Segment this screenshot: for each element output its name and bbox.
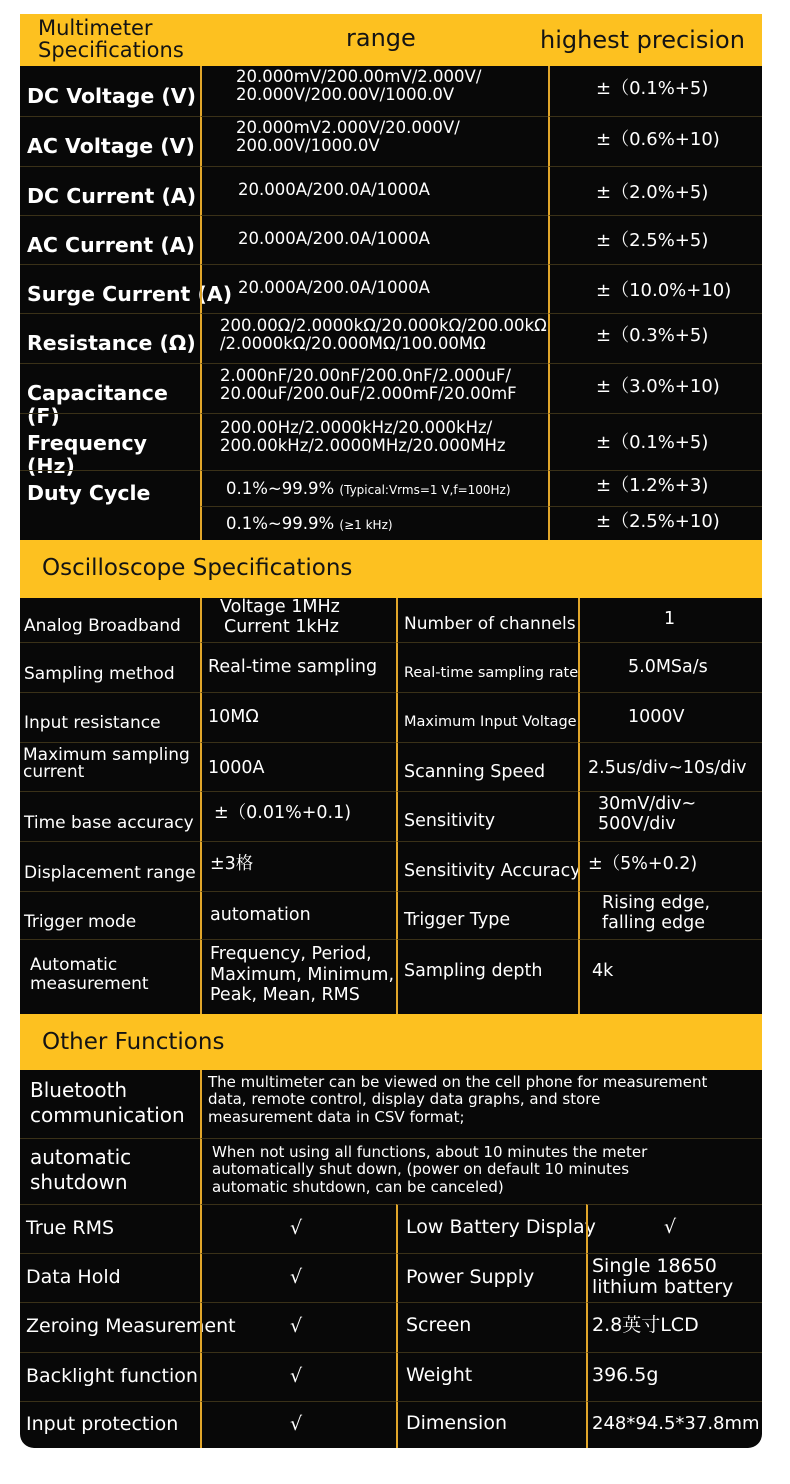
input-resistance-value: 10MΩ: [200, 692, 396, 742]
desc-line: data, remote control, display data graphs, and store: [208, 1090, 601, 1109]
ac-current-range: [200, 215, 548, 264]
input-resistance-label: Input resistance: [20, 692, 200, 742]
duty-range-value: 0.1%~99.9%: [226, 514, 335, 533]
max-sampling-current-value: 1000A: [200, 742, 396, 791]
automatic-measurement-label: [20, 939, 200, 1014]
analog-broadband-label: Analog Broadband: [24, 616, 181, 636]
displacement-range-label: Displacement range: [20, 841, 200, 891]
sampling-method-value: Real-time sampling: [200, 642, 396, 692]
duty-range-note: (Typical:Vrms=1 V,f=100Hz): [339, 483, 511, 497]
trigger-mode-label: Trigger mode: [20, 891, 200, 939]
trigger-type-value: [578, 891, 762, 939]
power-supply-value: [586, 1253, 762, 1302]
resistance-precision: ±（0.3%+5): [548, 313, 762, 363]
range-line: 2.000nF/20.00nF/200.0nF/2.000uF/: [220, 366, 511, 385]
sampling-depth-value: 4k: [578, 939, 762, 1014]
value-line: 30mV/div~: [598, 794, 697, 814]
value-line: Voltage 1MHz: [220, 597, 340, 617]
desc-line: automatic shutdown, can be canceled): [212, 1177, 504, 1196]
max-input-voltage-label: Maximum Input Voltage: [396, 692, 578, 742]
sampling-rate-value: 5.0MSa/s: [578, 642, 762, 692]
oscilloscope-title: Oscilloscope Specifications: [42, 555, 353, 581]
value-line: Maximum, Minimum,: [210, 964, 395, 985]
scanning-speed-label: Scanning Speed: [396, 742, 578, 791]
value-line: Single 18650: [592, 1255, 717, 1277]
low-battery-check: √: [586, 1204, 762, 1253]
input-protection-check: √: [200, 1401, 396, 1448]
oscilloscope-header: [20, 540, 762, 598]
duty-cycle-range-2: [200, 506, 548, 540]
shutdown-label: [20, 1138, 200, 1204]
dc-voltage-range: [200, 66, 548, 116]
frequency-precision: ±（0.1%+5): [548, 413, 762, 470]
capacitance-range: [200, 363, 548, 413]
range-line: /2.0000kΩ/20.000MΩ/100.00MΩ: [220, 334, 486, 354]
range-line: 200.00kHz/2.0000MHz/20.000MHz: [220, 436, 506, 456]
sensitivity-value: [578, 791, 762, 841]
duty-range-note: (≥1 kHz): [339, 518, 393, 532]
desc-line: The multimeter can be viewed on the cell phone for measurement: [208, 1073, 708, 1091]
data-hold-label: Data Hold: [20, 1253, 200, 1302]
dc-voltage-precision: ±（0.1%+5): [548, 66, 762, 116]
desc-line: measurement data in CSV format;: [208, 1107, 465, 1126]
range-line: 20.00uF/200.0uF/2.000mF/20.00mF: [220, 384, 517, 404]
range-line: 200.00Ω/2.0000kΩ/20.000kΩ/200.00kΩ: [220, 316, 547, 335]
duty-cycle-range-1: [200, 470, 548, 506]
max-sampling-current-label: Maximum sampling current: [20, 742, 200, 791]
trigger-mode-value: automation: [200, 891, 396, 939]
range-line: 20.000mV2.000V/20.000V/: [236, 118, 460, 137]
frequency-range: [200, 413, 548, 470]
header-specs-label: Multimeter Specifications: [38, 16, 184, 63]
range-line: 200.00V/1000.0V: [236, 136, 380, 156]
range-line: 20.000mV/200.00mV/2.000V/: [236, 67, 482, 86]
value-line: 500V/div: [598, 813, 676, 834]
duty-cycle-precision-1: ±（1.2%+3): [548, 470, 762, 506]
analog-broadband-value: [200, 598, 396, 642]
shutdown-description: [200, 1138, 762, 1204]
automatic-measurement-value: [200, 939, 396, 1014]
range-line: 20.000A/200.0A/1000A: [238, 229, 430, 248]
capacitance-label: Capacitance (F): [20, 363, 200, 413]
ac-current-precision: ±（2.5%+5): [548, 215, 762, 264]
power-supply-label: Power Supply: [396, 1253, 586, 1302]
resistance-label: Resistance (Ω): [20, 313, 200, 363]
duty-range-value: 0.1%~99.9%: [226, 479, 335, 498]
other-functions-header: [20, 1014, 762, 1070]
weight-value: 396.5g: [586, 1352, 762, 1401]
dc-voltage-label: DC Voltage (V): [27, 84, 197, 108]
channels-value: 1: [578, 598, 762, 642]
dc-current-range: [200, 166, 548, 215]
dimension-label: Dimension: [396, 1401, 586, 1448]
scanning-speed-value: 2.5us/div~10s/div: [578, 742, 762, 791]
zeroing-check: √: [200, 1302, 396, 1352]
ac-voltage-precision: ±（0.6%+10): [548, 116, 762, 166]
time-base-accuracy-value: ±（0.01%+0.1): [200, 791, 396, 841]
range-line: 20.000V/200.00V/1000.0V: [236, 85, 455, 105]
bluetooth-description: [200, 1070, 762, 1138]
spec-sheet: [20, 14, 762, 1448]
multimeter-header: [20, 14, 762, 66]
range-line: 20.000A/200.0A/1000A: [238, 180, 430, 199]
desc-line: When not using all functions, about 10 minutes the meter: [212, 1143, 648, 1161]
duty-cycle-precision-2: ±（2.5%+10): [548, 506, 762, 540]
screen-value: 2.8英寸LCD: [586, 1302, 762, 1352]
value-line: falling edge: [602, 912, 705, 933]
input-protection-label: Input protection: [20, 1401, 200, 1448]
displacement-range-value: ±3格: [200, 841, 396, 891]
sensitivity-label: Sensitivity: [396, 791, 578, 841]
label-line: automatic: [30, 1145, 132, 1169]
label-line: Bluetooth: [30, 1078, 128, 1102]
time-base-accuracy-label: Time base accuracy: [20, 791, 200, 841]
backlight-label: Backlight function: [20, 1352, 200, 1401]
channels-label: Number of channels: [396, 598, 578, 642]
label-line: measurement: [30, 974, 149, 995]
true-rms-check: √: [200, 1204, 396, 1253]
value-line: Rising edge,: [602, 893, 711, 913]
other-functions-title: Other Functions: [42, 1029, 225, 1055]
sampling-method-label: Sampling method: [20, 642, 200, 692]
dimension-value: 248*94.5*37.8mm: [586, 1401, 762, 1448]
trigger-type-label: Trigger Type: [396, 891, 578, 939]
label-line: communication: [30, 1103, 185, 1127]
value-line: Frequency, Period,: [210, 944, 372, 964]
sampling-depth-label: Sampling depth: [396, 939, 578, 1014]
capacitance-precision: ±（3.0%+10): [548, 363, 762, 413]
data-hold-check: √: [200, 1253, 396, 1302]
sensitivity-accuracy-label: Sensitivity Accuracy: [396, 841, 578, 891]
low-battery-label: Low Battery Display: [396, 1204, 586, 1253]
header-precision-label: highest precision: [540, 26, 745, 54]
header-range-label: range: [346, 24, 416, 52]
dc-current-label: DC Current (A): [20, 166, 200, 215]
desc-line: automatically shut down, (power on default 10 minutes: [212, 1160, 630, 1179]
zeroing-label: Zeroing Measurement: [20, 1302, 210, 1352]
duty-cycle-label: Duty Cycle: [20, 470, 200, 540]
ac-voltage-range: [200, 116, 548, 166]
surge-current-label: Surge Current (A): [20, 264, 210, 313]
value-line: lithium battery: [592, 1275, 734, 1298]
label-line: Automatic: [30, 955, 118, 975]
ac-current-label: AC Current (A): [20, 215, 200, 264]
frequency-label: Frequency (Hz): [20, 413, 200, 470]
true-rms-label: True RMS: [20, 1204, 200, 1253]
surge-current-range: [200, 264, 548, 313]
range-line: 20.000A/200.0A/1000A: [238, 278, 430, 297]
max-input-voltage-value: 1000V: [578, 692, 762, 742]
screen-label: Screen: [396, 1302, 586, 1352]
range-line: 200.00Hz/2.0000kHz/20.000kHz/: [220, 418, 493, 437]
sampling-rate-label: Real-time sampling rate: [396, 642, 578, 692]
label-line: shutdown: [30, 1170, 128, 1194]
sensitivity-accuracy-value: ±（5%+0.2): [578, 841, 762, 891]
dc-current-precision: ±（2.0%+5): [548, 166, 762, 215]
value-line: Current 1kHz: [224, 616, 339, 637]
ac-voltage-label: AC Voltage (V): [20, 116, 200, 166]
value-line: Peak, Mean, RMS: [210, 985, 360, 1006]
surge-current-precision: ±（10.0%+10): [548, 264, 762, 313]
backlight-check: √: [200, 1352, 396, 1401]
weight-label: Weight: [396, 1352, 586, 1401]
resistance-range: [200, 313, 548, 363]
bluetooth-label: [20, 1070, 200, 1138]
